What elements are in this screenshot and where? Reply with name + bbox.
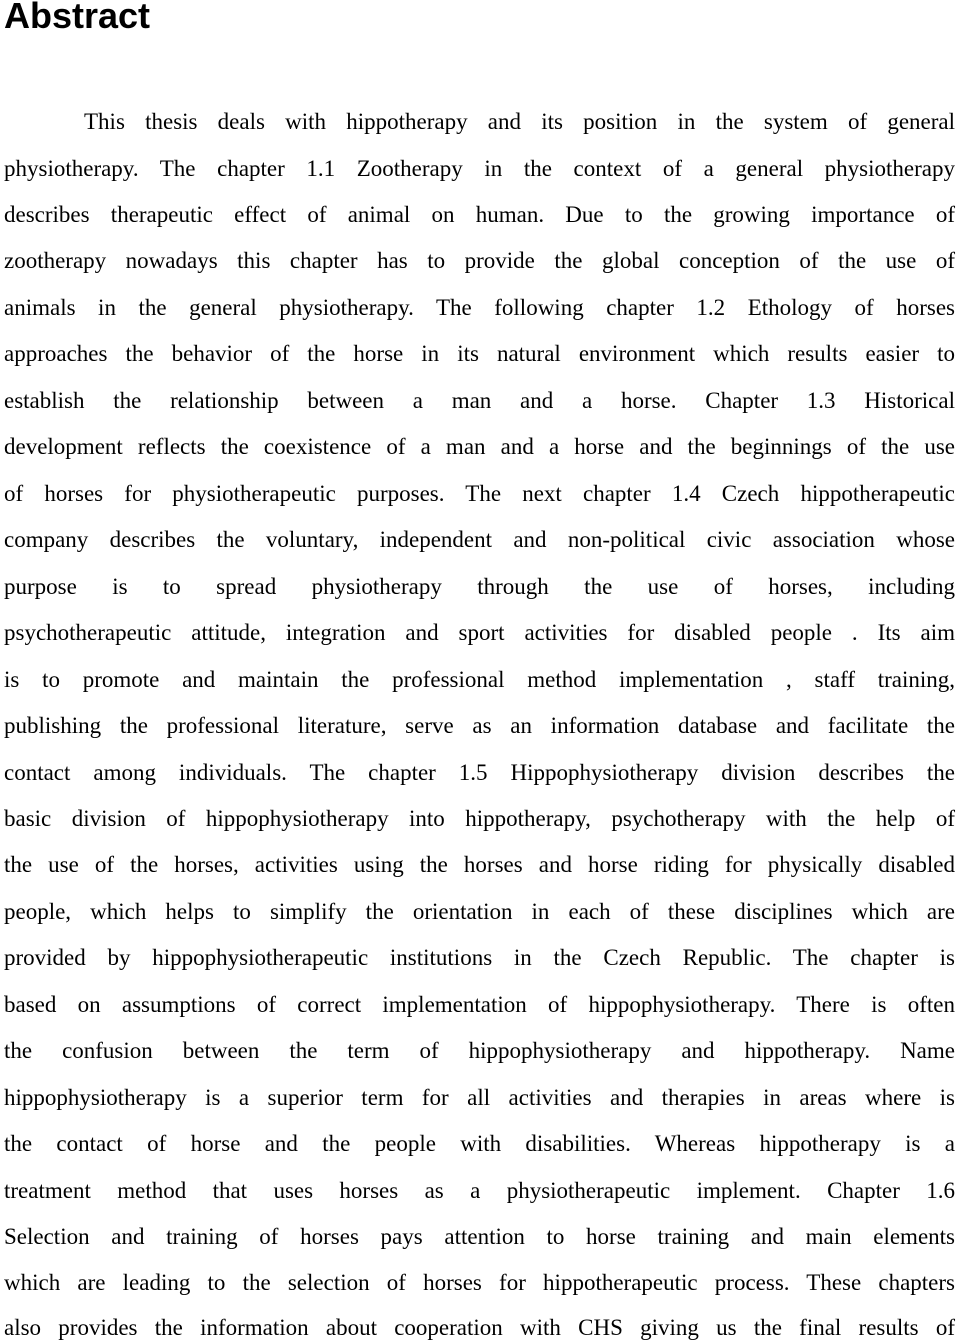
text-line: Selection and training of horses pays attention to horse training and main elements — [4, 1224, 955, 1249]
abstract-heading: Abstract — [4, 0, 151, 36]
text-line: approaches the behavior of the horse in its natural environment which results easier to — [4, 341, 955, 366]
text-line: physiotherapy. The chapter 1.1 Zootherapy in the context of a general physiotherapy — [4, 156, 955, 181]
text-line: purpose is to spread physiotherapy through the use of horses, including — [4, 574, 955, 599]
text-line: animals in the general physiotherapy. The following chapter 1.2 Ethology of horses — [4, 295, 955, 320]
text-line: publishing the professional literature, serve as an information database and facilitate the — [4, 713, 955, 738]
text-line: treatment method that uses horses as a physiotherapeutic implement. Chapter 1.6 — [4, 1178, 955, 1203]
text-line: the contact of horse and the people with disabilities. Whereas hippotherapy is a — [4, 1131, 955, 1156]
text-line: psychotherapeutic attitude, integration and sport activities for disabled people . Its aim — [4, 620, 955, 645]
text-line: describes therapeutic effect of animal on human. Due to the growing importance of — [4, 202, 955, 227]
text-line: provided by hippophysiotherapeutic institutions in the Czech Republic. The chapter is — [4, 945, 955, 970]
text-line: hippophysiotherapy is a superior term for all activities and therapies in areas where is — [4, 1085, 955, 1110]
text-line: based on assumptions of correct implementation of hippophysiotherapy. There is often — [4, 992, 955, 1017]
text-line: contact among individuals. The chapter 1.5 Hippophysiotherapy division describes the — [4, 760, 955, 785]
text-line: the use of the horses, activities using the horses and horse riding for physically disabled — [4, 852, 955, 877]
text-line: is to promote and maintain the professional method implementation , staff training, — [4, 667, 955, 692]
text-line: This thesis deals with hippotherapy and its position in the system of general — [84, 109, 955, 134]
text-line: which are leading to the selection of horses for hippotherapeutic process. These chapters — [4, 1270, 955, 1295]
text-line: zootherapy nowadays this chapter has to provide the global conception of the use of — [4, 248, 955, 273]
text-line: of horses for physiotherapeutic purposes. The next chapter 1.4 Czech hippotherapeutic — [4, 481, 955, 506]
text-line: company describes the voluntary, independent and non-political civic association whose — [4, 527, 955, 552]
text-line: people, which helps to simplify the orientation in each of these disciplines which are — [4, 899, 955, 924]
text-line: the confusion between the term of hippophysiotherapy and hippotherapy. Name — [4, 1038, 955, 1063]
text-line: development reflects the coexistence of a man and a horse and the beginnings of the use — [4, 434, 955, 459]
text-line: establish the relationship between a man and a horse. Chapter 1.3 Historical — [4, 388, 955, 413]
text-line: basic division of hippophysiotherapy into hippotherapy, psychotherapy with the help of — [4, 806, 955, 831]
text-line: also provides the information about cooperation with CHS giving us the final results of — [4, 1315, 955, 1340]
